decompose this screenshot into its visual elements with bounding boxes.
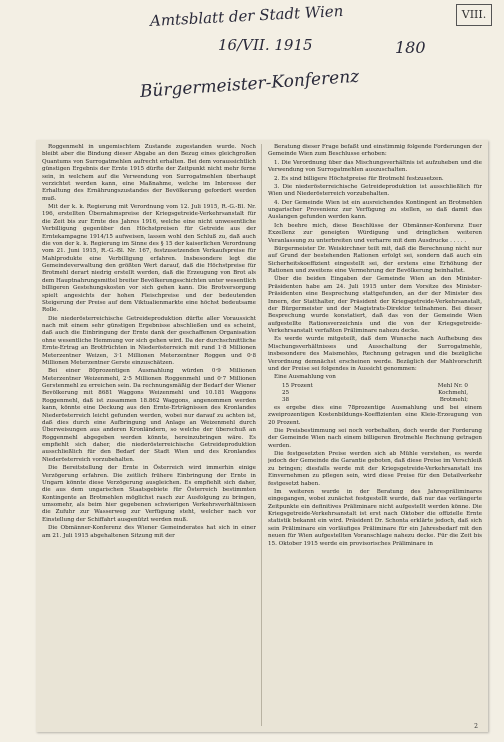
paragraph: Es werde wurde mitgeteilt, daß dem Wunsche nach Aufhebung des Mischungsverhältnisses und Ausschaltung der Surrogatmehle, insbesondere des Maismehles, Rechnung getragen und die bezügliche Verordnung demnächst erscheinen werde. Bezüglich der Mahlvorschrift und der Preise sei folgendes in Aussicht genommen:: [268, 336, 482, 372]
handwritten-date: 16/VII. 1915: [218, 36, 313, 54]
milling-table: [268, 383, 482, 405]
paragraph: Bürgermeister Dr. Weiskirchner teilt mit, daß die Berechnung nicht nur auf Grund der bestehenden Rationen erfolgt sei, sondern daß auch ein Sicherheitskoeffizient eingestellt sei, der erstens eine Erhöhung der Rationen und zweitens eine Vermehrung der Bevölkerung beinhaltet.: [268, 245, 482, 274]
handwritten-subject: Bürgermeister-Konferenz: [139, 66, 360, 102]
paragraph: 1. Die Verordnung über das Mischungsverhältnis ist aufzuheben und die Verwendung von Surrogatmehlen auszuschalten.: [268, 159, 482, 174]
paragraph: Die Bereitstellung der Ernte in Österreich wird immerhin einige Verzögerung erfahren. Die zeitlich frühere Einbringung der Ernte in Ungarn könnte diese Verzögerung ausgleichen. Es empfiehlt sich daher, die aus dem ungarischen Staatsgebiete für Österreich bestimmten Kontingente an Brotmehlen möglichst rasch zur Ausfolgung zu bringen, umsomehr, als beim hier gegebenen schwierigen Verkehrsverhältnissen die Zufuhr zur Wasserweg zur Verfügung steht, welcher nach vor Einstellung der Schiffahrt ausgenützt werden muß.: [42, 465, 256, 523]
paragraph: Im weiteren wurde in der Beratung des Jahrespräliminares eingegangen, wobei zunächst festgestellt wurde, daß nur das verlängerte Zeitpunkte ein definitives Präliminare nicht aufgestellt werden könne. Die Kriegsgetreide-Verkehrsanstalt ist erst nach Oktober die offizielle Ernte statistik bekannt ein wird. Präsident Dr. Schonta erklärte jedoch, daß sich sein Präliminare ein vorläufiges Präliminare für ein Jahresbedarf mit den neuen für Wien aufgestellten Voranschlage nahezu decke. Für die Zeit bis 15. Oktober 1915 werde ein provisorisches Präliminare in: [268, 488, 482, 547]
paragraph: Die niederösterreichische Getreideproduktion dürfte aller Voraussicht nach mit einem sehr günstigen Ergebnisse abschließen und es scheint, daß auch die Einbringung der Ernte dank der geschaffenen Organisation ohne wesentliche Hemmung vor sich gehen wird. Da der durchschnittliche Ernte-Ertrag an Brotfrüchten in Niederösterreich mit rund 1·8 Millionen Meterzentner Weizen, 3·1 Millionen Meterzentner Roggen und 0·8 Millionen Meterzentner Gerste einzuschätzen.: [42, 315, 256, 366]
paragraph: Die Obmänner-Konferenz des Wiener Gemeinderates hat sich in einer am 21. Juli 1915 abgehaltenen Sitzung mit der: [42, 525, 256, 539]
left-column: [42, 144, 256, 726]
table-cell-percent: 25: [282, 390, 290, 396]
column-divider: [261, 144, 262, 726]
table-cell-product: Mehl Nr. 0: [437, 382, 468, 389]
paragraph: Ich beehre mich, diese Beschlüsse der Obmänner-Konferenz Euer Exzellenz zur geneigten Würdigung und dringlichen weiteren Veranlassung zu unterbreiten und verharre mit dem Ausdrucke . . . . .: [268, 222, 482, 244]
paragraph: 4. Der Gemeinde Wien ist ein ausreichendes Kontingent an Brotmehlen ungarischer Provenienz zur Verfügung zu stellen, so daß damit das Auslangen gefunden werden kann.: [268, 199, 482, 221]
paragraph: Die festgesetzten Preise werden sich ab Mühle verstehen, es werde jedoch der Gemeinde die Garantie geboten, daß diese Preise im Verschleiß zu bringen; diesfalls werde mit der Kriegsgetreide-Verkehrsanstalt ins Einvernehmen zu pflegen sein, wird diese Preise für den Detailverkehr festgesetzt haben.: [268, 451, 482, 487]
table-cell-product: Kochmehl,: [438, 390, 468, 396]
paragraph: 2. Es sind billigere Höchstpreise für Brotmehl festzusetzen.: [274, 175, 444, 182]
right-column: [268, 144, 482, 726]
paragraph: Eine Ausmahlung von: [274, 374, 336, 381]
table-cell-product: Brotmehl;: [439, 397, 468, 404]
folio-stamp: VIII.: [456, 4, 492, 26]
table-row: [268, 383, 482, 390]
paragraph: Über die beiden Eingaben der Gemeinde Wien an den Minister-Präsidenten habe am 24. Juli 1915 unter dem Vorsitze des Minister-Präsidenten eine Besprechung stattgefunden, an der der Minister des Innern, der Statthalter, der Präsident der Kriegsgetreide-Verkehrsanstalt, der Bürgermeister und der Magistrats-Direktor teilnahmen. Bei dieser Besprechung wurde konstatiert, daß das von der Gemeinde Wien aufgestellte Rationsverzeichnis und die von der Kriegsgetreide-Verkehrsanstalt verfaßten Präliminare nahezu decke.: [268, 276, 482, 334]
table-row: [268, 397, 482, 404]
handwritten-title: Amtsblatt der Stadt Wien: [149, 1, 344, 30]
table-row: [268, 390, 482, 397]
paragraph: Bei einer 80prozentigen Ausmahlung würden 0·9 Millionen Meterzentner Weizenmehl, 2·5 Millionen Roggenmehl und 0·7 Millionen Gerstenmehl zu erreichen sein. Da rechnungsmäßig der Bedarf der Wiener Bevölkerung mit 8681 Waggons Weizenmehl und 10.181 Waggons Roggenmehl, daß ist zusammen 18.862 Waggons, angenommen werden kann, könnte eine Deckung aus den Ernte-Erträgnissen des Kronlandes Niederösterreich leicht gefunden werden, wobei nur darauf zu achten ist, daß dies durch eine Aufbringung und Anlage an Weizenmehl durch Überweisungen aus anderen Kronländern, so welche der überschuß an Roggenmehl abgegeben werden könnte, hereinzubringen wäre. Es empfiehlt sich daher, die niederösterreichische Getreideproduktion ausschließlich für den Bedarf der Stadt Wien und des Kronlandes Niederösterreich vorzubehalten.: [42, 368, 256, 463]
newspaper-clipping: [36, 140, 488, 732]
handwritten-number: 180: [395, 38, 426, 57]
table-cell-percent: 38: [282, 397, 290, 404]
page-marker: 2: [474, 723, 478, 730]
paragraph: es ergebe dies eine 78prozentige Ausmahlung und bei einem zweiprozentigen Kostenbildungs-Koeffizienten eine Kleie-Erzeugung von 20 Prozent.: [268, 404, 482, 426]
paragraph: Beratung dieser Frage befaßt und einstimmig folgende Forderungen der Gemeinde Wien zum Beschlusse erhoben:: [268, 144, 482, 158]
paragraph: Die Preisbestimmung sei noch vorbehalten, doch werde der Forderung der Gemeinde Wien nach einem billigeren Brotmehle Rechnung getragen werden.: [268, 427, 482, 449]
paragraph: Roggenmehl in ungemischtem Zustande zugestanden wurde. Noch bleibt aber die Bindung dieser Abgabe an den Bezug eines gleichgroßen Quantums von Surrogatmehlen aufrecht erhalten. Bei dem voraussichtlich günstigen Ergebnis der Ernte 1915 dürfte der Zeitpunkt nicht mehr ferne sein, in welchem auf die Verwendung von Surrogatmehlen überhaupt verzichtet werden kann, eine Maßnahme, welche im Interesse der Erhaltung des Ernährungszustandes der Bevölkerung gefordert werden muß.: [42, 144, 256, 202]
paragraph: Mit der k. k. Regierung mit Verordnung vom 12. Juli 1915, R.-G.-Bl. Nr. 196, erstellten Übernahmspreise der Kriegsgetreide-Verkehrsanstalt für die Zeit bis zur Ernte des Jahres 1916, welche eine nicht unwesentliche Verbilligung gegenüber den Höchstpreisen für Getreide aus der Erntekampagne 1914/15 aufweisen, lassen wohl den Schluß zu, daß auch die von der k. k. Regierung im Sinne des § 15 der kaiserlichen Verordnung vom 21. Juni 1915, R.-G.-Bl. Nr. 167, festzusetzenden Verkaufspreise für Mahlprodukte eine Verbilligung erfahren. Insbesondere legt die Gemeindeverwaltung den größten Wert darauf, daß die Höchstpreise für Brotmehl derart niedrig erstellt werden, daß die Erzeugung von Brot als dem Hauptnahrungsmittel breiter Bevölkerungsschichten unter wesentlich billigeren Gestehungskosten vor sich gehen kann. Die Brotversorgung spielt angesichts der hohen Fleischpreise und der bedeutenden Steigerung der Preise auf dem Viktualienmarkte eine höchst bedeutsame Rolle.: [42, 204, 256, 314]
table-cell-percent: 15 Prozent: [282, 382, 313, 389]
paragraph: 3. Die niederösterreichische Getreideproduktion ist ausschließlich für Wien und Niederösterreich vorzubehalten.: [268, 183, 482, 198]
